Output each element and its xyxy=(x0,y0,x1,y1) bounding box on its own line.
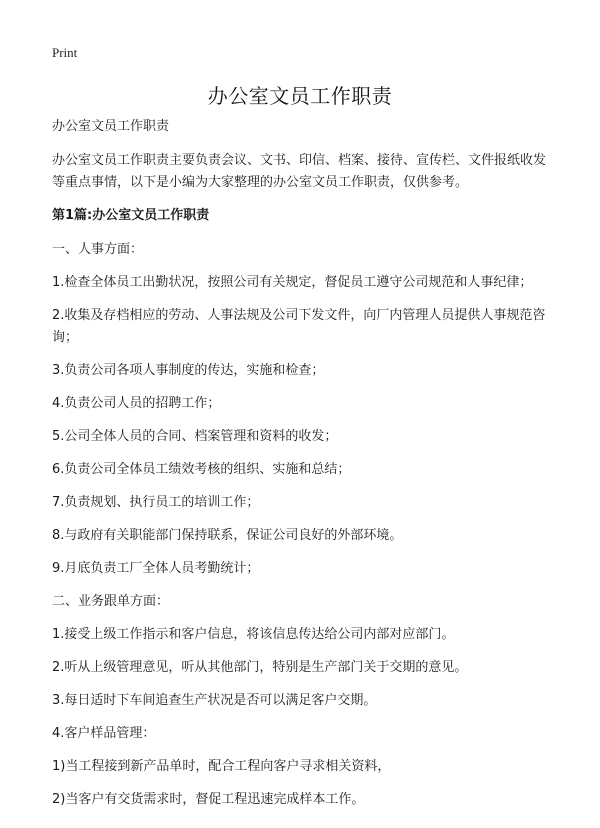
list-item: 1.接受上级工作指示和客户信息，将该信息传达给公司内部对应部门。 xyxy=(52,627,455,642)
list-item: 5.公司全体人员的合同、档案管理和资料的收发； xyxy=(52,429,338,444)
section-heading: 第1篇:办公室文员工作职责 xyxy=(52,208,210,223)
list-item: 4.负责公司人员的招聘工作； xyxy=(52,396,221,411)
list-item: 1.检查全体员工出勤状况，按照公司有关规定，督促员工遵守公司规范和人事纪律； xyxy=(52,275,533,290)
part2-heading: 二、业务跟单方面： xyxy=(52,594,170,609)
list-item: 8.与政府有关职能部门保持联系，保证公司良好的外部环境。 xyxy=(52,528,403,543)
document-body xyxy=(52,116,552,822)
list-item: 2)当客户有交货需求时，督促工程迅速完成样本工作。 xyxy=(52,792,365,807)
list-item: 7.负责规划、执行员工的培训工作； xyxy=(52,495,260,510)
document-title: 办公室文员工作职责 xyxy=(207,84,393,108)
print-link[interactable]: Print xyxy=(52,45,78,60)
list-item: 2.听从上级管理意见，听从其他部门，特别是生产部门关于交期的意见。 xyxy=(52,660,468,675)
list-item: 6.负责公司全体员工绩效考核的组织、实施和总结； xyxy=(52,462,351,477)
list-item: 2.收集及存档相应的劳动、人事法规及公司下发文件，向厂内管理人员提供人事规范咨询； xyxy=(52,308,546,345)
list-item: 4.客户样品管理： xyxy=(52,726,156,741)
list-item: 3.负责公司各项人事制度的传达，实施和检查； xyxy=(52,363,325,378)
list-item: 1)当工程接到新产品单时，配合工程向客户寻求相关资料， xyxy=(52,759,391,774)
part1-heading: 一、人事方面： xyxy=(52,242,144,257)
intro-paragraph: 办公室文员工作职责主要负责会议、文书、印信、档案、接待、宣传栏、文件报纸收发等重点事情，以下是小编为大家整理的办公室文员工作职责，仅供参考。 xyxy=(52,153,547,190)
list-item: 9.月底负责工厂全体人员考勤统计； xyxy=(52,561,260,576)
document-subtitle: 办公室文员工作职责 xyxy=(52,119,170,134)
list-item: 3.每日适时下车间追查生产状况是否可以满足客户交期。 xyxy=(52,693,377,708)
